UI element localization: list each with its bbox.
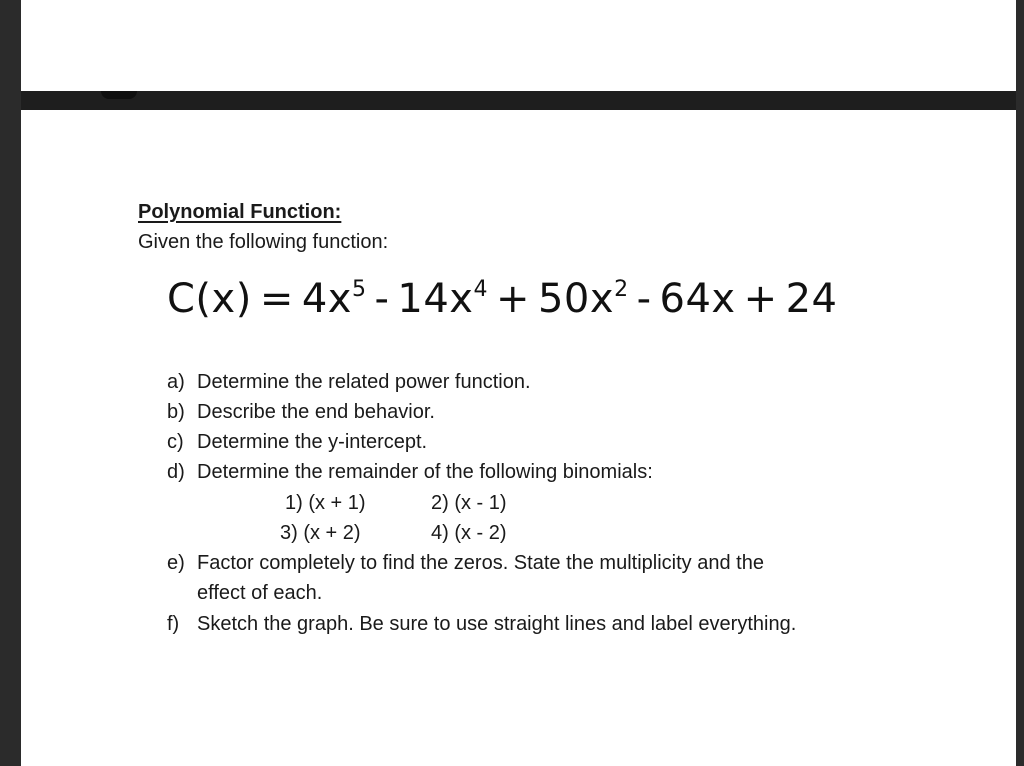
question-text: Determine the y-intercept. xyxy=(197,431,428,453)
equation-term-5: 24 xyxy=(785,276,838,322)
equation-term-2: 14x xyxy=(397,276,474,322)
document-page xyxy=(21,110,1016,766)
equation-exponent-2: 4 xyxy=(473,277,488,302)
polynomial-equation xyxy=(167,276,838,322)
question-text: Determine the remainder of the following binomials: xyxy=(197,461,653,483)
equation-operator-1: - xyxy=(374,276,390,322)
question-text: Determine the related power function. xyxy=(197,371,531,393)
question-text: Sketch the graph. Be sure to use straight lines and label everything. xyxy=(197,613,797,635)
question-label: c) xyxy=(167,431,184,453)
document-subtitle: Given the following function: xyxy=(138,231,389,253)
page-separator-mark xyxy=(101,91,137,99)
equation-operator-2: + xyxy=(495,276,530,322)
equation-lhs: C(x) xyxy=(167,276,252,322)
question-label: d) xyxy=(167,461,185,483)
question-label: a) xyxy=(167,371,185,393)
equation-term-1: 4x xyxy=(301,276,352,322)
equation-term-4: 64x xyxy=(659,276,736,322)
question-text: Describe the end behavior. xyxy=(197,401,435,423)
binomial-3: 3) (x + 2) xyxy=(280,522,361,544)
question-text-continued: effect of each. xyxy=(197,582,323,604)
binomial-4: 4) (x - 2) xyxy=(431,522,507,544)
question-label: f) xyxy=(167,613,180,635)
equation-equals: = xyxy=(259,276,294,322)
page-separator xyxy=(21,91,1016,110)
previous-page xyxy=(21,0,1016,91)
document-title: Polynomial Function: xyxy=(138,201,342,223)
question-text: Factor completely to find the zeros. State the multiplicity and the xyxy=(197,552,764,574)
equation-operator-3: - xyxy=(636,276,652,322)
question-label: e) xyxy=(167,552,185,574)
equation-operator-4: + xyxy=(743,276,778,322)
equation-exponent-3: 2 xyxy=(614,277,629,302)
question-label: b) xyxy=(167,401,185,423)
binomial-1: 1) (x + 1) xyxy=(285,492,366,514)
equation-exponent-1: 5 xyxy=(351,277,367,302)
equation-term-3: 50x xyxy=(537,276,615,322)
binomial-2: 2) (x - 1) xyxy=(431,492,507,514)
